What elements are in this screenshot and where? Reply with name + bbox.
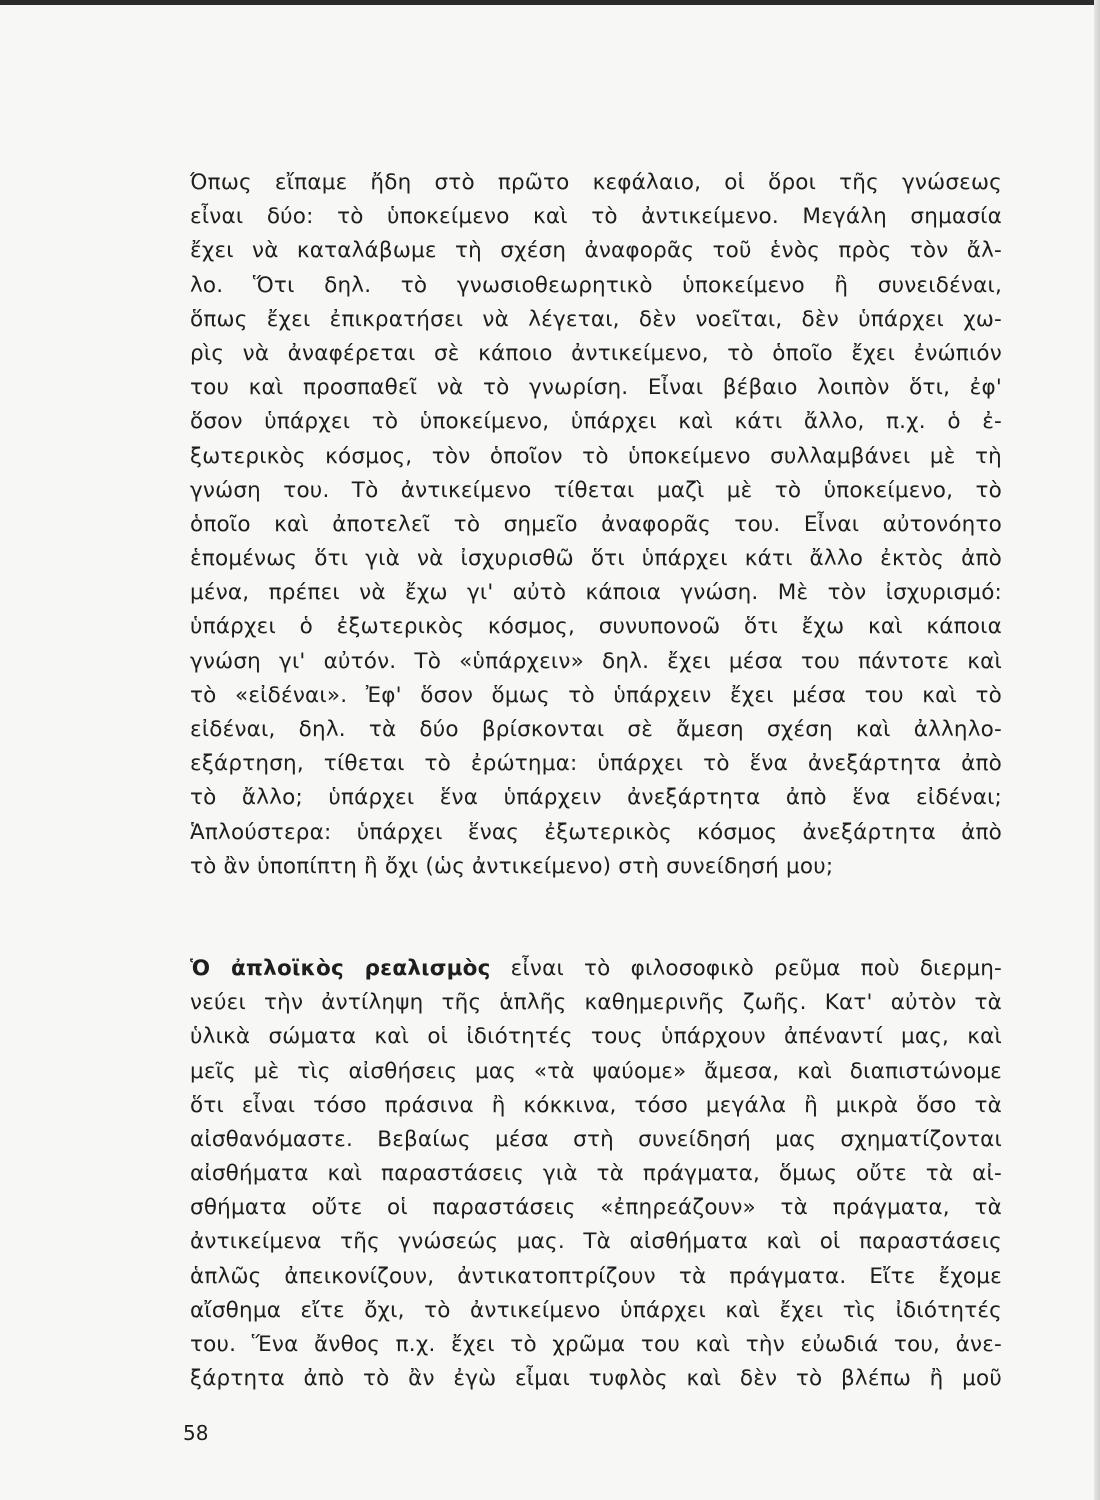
- text-line: μένα, πρέπει νὰ ἔχω γι' αὐτὸ κάποια γνώση. Μὲ τὸν ἰσχυρισμό:: [190, 580, 1002, 606]
- text-line: Ἁπλούστερα: ὑπάρχει ἕνας ἐξωτερικὸς κόσμος ἀνεξάρτητα ἀπὸ: [190, 819, 1002, 845]
- text-line: ἁπλῶς ἀπεικονίζουν, ἀντικατοπτρίζουν τὰ πράγματα. Εἴτε ἔχομε: [190, 1263, 1002, 1289]
- text-line: ξάρτητα ἀπὸ τὸ ἂν ἐγὼ εἶμαι τυφλὸς καὶ δὲν τὸ βλέπω ἢ μοῦ: [190, 1366, 1002, 1392]
- text-line: ρὶς νὰ ἀναφέρεται σὲ κάποιο ἀντικείμενο, τὸ ὁποῖο ἔχει ἐνώπιόν: [190, 340, 1002, 366]
- text-line: γνώση του. Τὸ ἀντικείμενο τίθεται μαζὶ μὲ τὸ ὑποκείμενο, τὸ: [190, 477, 1002, 503]
- text-line: αἰσθήματα καὶ παραστάσεις γιὰ τὰ πράγματα, ὅμως οὔτε τὰ αἰ-: [190, 1161, 1002, 1187]
- text-line: ἔχει νὰ καταλάβωμε τὴ σχέση ἀναφορᾶς τοῦ ἑνὸς πρὸς τὸν ἄλ-: [190, 238, 1002, 264]
- bold-term: Ὁ ἀπλοϊκὸς ρεαλισμὸς: [190, 955, 491, 981]
- text-line: ὅπως ἔχει ἐπικρατήσει νὰ λέγεται, δὲν νοεῖται, δὲν ὑπάρχει χω-: [190, 306, 1002, 332]
- text-line: ὑπάρχει ὁ ἐξωτερικὸς κόσμος, συνυπονοῶ ὅτι ἔχω καὶ κάποια: [190, 614, 1002, 640]
- text-line: ὅσον ὑπάρχει τὸ ὑποκείμενο, ὑπάρχει καὶ κάτι ἄλλο, π.χ. ὁ ἐ-: [190, 409, 1002, 435]
- text-line: τὸ «εἰδέναι». Ἐφ' ὅσον ὅμως τὸ ὑπάρχειν ἔχει μέσα του καὶ τὸ: [190, 682, 1002, 708]
- text-line: ὁποῖο καὶ ἀποτελεῖ τὸ σημεῖο ἀναφορᾶς του. Εἶναι αὐτονόητο: [190, 511, 1002, 537]
- text-line: τὸ ἄλλο; ὑπάρχει ἕνα ὑπάρχειν ἀνεξάρτητα ἀπὸ ἕνα εἰδέναι;: [190, 785, 1002, 811]
- text-line: Όπως εἴπαμε ἤδη στὸ πρῶτο κεφάλαιο, οἱ ὅροι τῆς γνώσεως: [190, 170, 1002, 195]
- text-line: νεύει τὴν ἀντίληψη τῆς ἁπλῆς καθημερινῆς ζωῆς. Κατ' αὐτὸν τὰ: [190, 990, 1002, 1016]
- text-line: αἴσθημα εἴτε ὄχι, τὸ ἀντικείμενο ὑπάρχει καὶ ἔχει τὶς ἰδιότητές: [190, 1297, 1002, 1323]
- text-line: εξάρτηση, τίθεται τὸ ἐρώτημα: ὑπάρχει τὸ ἕνα ἀνεξάρτητα ἀπὸ: [190, 751, 1002, 777]
- paragraph-1: [190, 166, 1002, 884]
- text-line: ἑπομένως ὅτι γιὰ νὰ ἰσχυρισθῶ ὅτι ὑπάρχει κάτι ἄλλο ἐκτὸς ἀπὸ: [190, 546, 1002, 572]
- text-line: αἰσθανόμαστε. Βεβαίως μέσα στὴ συνείδησή μας σχηματίζονται: [190, 1126, 1002, 1152]
- text-line: τὸ ἂν ὑποπίπτη ἢ ὄχι (ὡς ἀντικείμενο) στὴ συνείδησή μου;: [190, 853, 834, 879]
- text-line-first: [190, 952, 1002, 986]
- text-line: ὑλικὰ σώματα καὶ οἱ ἰδιότητές τους ὑπάρχουν ἀπέναντί μας, καὶ: [190, 1024, 1002, 1050]
- text-line: λο. Ὅτι δηλ. τὸ γνωσιοθεωρητικὸ ὑποκείμενο ἢ συνειδέναι,: [190, 272, 1002, 298]
- text-fragment: εἶναι τὸ φιλοσοφικὸ ρεῦμα ποὺ διερμη-: [490, 955, 1002, 981]
- text-line: γνώση γι' αὐτόν. Τὸ «ὑπάρχειν» δηλ. ἔχει μέσα του πάντοτε καὶ: [190, 648, 1002, 674]
- paragraph-2: [190, 952, 1002, 1396]
- text-line: του καὶ προσπαθεῖ νὰ τὸ γνωρίση. Εἶναι βέβαιο λοιπὸν ὅτι, ἐφ': [190, 375, 1002, 401]
- text-line: ξωτερικὸς κόσμος, τὸν ὁποῖον τὸ ὑποκείμενο συλλαμβάνει μὲ τὴ: [190, 443, 1002, 469]
- text-line: εἶναι δύο: τὸ ὑποκείμενο καὶ τὸ ἀντικείμενο. Μεγάλη σημασία: [190, 204, 1002, 230]
- text-line: μεῖς μὲ τὶς αἰσθήσεις μας «τὰ ψαύομε» ἄμεσα, καὶ διαπιστώνομε: [190, 1058, 1002, 1084]
- text-line: εἰδέναι, δηλ. τὰ δύο βρίσκονται σὲ ἄμεση σχέση καὶ ἀλληλο-: [190, 717, 1002, 742]
- scan-top-edge: [0, 0, 1100, 5]
- text-line: σθήματα οὔτε οἱ παραστάσεις «ἐπηρεάζουν» τὰ πράγματα, τὰ: [190, 1195, 1002, 1221]
- scan-right-edge: [1094, 0, 1100, 1500]
- page-number: 58: [183, 1421, 209, 1445]
- text-line: του. Ἕνα ἄνθος π.χ. ἔχει τὸ χρῶμα του καὶ τὴν εὐωδιά του, ἀνε-: [190, 1332, 1002, 1357]
- text-line: ὅτι εἶναι τόσο πράσινα ἢ κόκκινα, τόσο μεγάλα ἢ μικρὰ ὅσο τὰ: [190, 1092, 1002, 1118]
- page-body: [190, 166, 1002, 1396]
- text-line: ἀντικείμενα τῆς γνώσεώς μας. Τὰ αἰσθήματα καὶ οἱ παραστάσεις: [190, 1229, 1002, 1255]
